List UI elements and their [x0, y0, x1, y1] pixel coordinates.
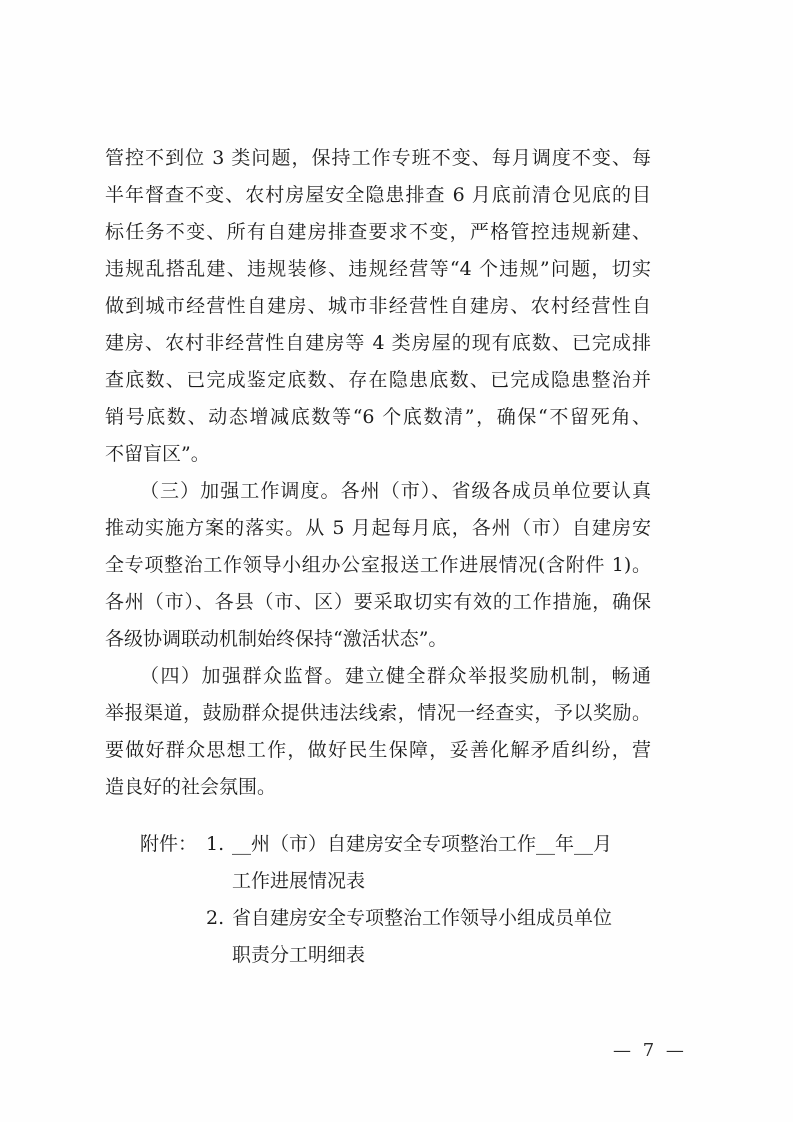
attachment-item-line: __州（市）自建房安全专项整治工作__年__月 [232, 833, 613, 855]
attachment-item-lines [232, 826, 685, 900]
body-line: 推动实施方案的落实。从 5 月起每月底，各州（市）自建房安 [105, 517, 651, 539]
attachment-item-line: 省自建房安全专项整治工作领导小组成员单位 [232, 907, 613, 929]
body-line: 销号底数、动态增减底数等“6 个底数清”，确保“不留死角、 [105, 406, 651, 428]
attachment-item-line: 职责分工明细表 [232, 944, 366, 966]
attachments-list [206, 826, 685, 974]
attachment-item-number: 2. [206, 907, 225, 929]
body-line: （三）加强工作调度。各州（市）、省级各成员单位要认真 [140, 480, 651, 502]
attachment-item-line: 工作进展情况表 [232, 870, 366, 892]
document-body [105, 140, 651, 806]
attachments-section [140, 826, 685, 974]
body-line: 造良好的社会氛围。 [105, 776, 277, 798]
body-line: 半年督查不变、农村房屋安全隐患排查 6 月底前清仓见底的目 [105, 184, 651, 206]
attachments-label: 附件： [140, 833, 198, 855]
body-line: 要做好群众思想工作，做好民生保障，妥善化解矛盾纠纷，营 [105, 739, 651, 761]
body-line: 举报渠道，鼓励群众提供违法线索，情况一经查实，予以奖励。 [105, 702, 651, 724]
body-line: 不留盲区”。 [105, 443, 210, 465]
body-line: 管控不到位 3 类问题，保持工作专班不变、每月调度不变、每 [105, 147, 651, 169]
body-line: 标任务不变、所有自建房排查要求不变，严格管控违规新建、 [105, 221, 651, 243]
page-number: — 7 — [613, 1040, 687, 1061]
attachments-row [140, 826, 685, 974]
body-line: 做到城市经营性自建房、城市非经营性自建房、农村经营性自 [105, 295, 651, 317]
body-line: 查底数、已完成鉴定底数、存在隐患底数、已完成隐患整治并 [105, 369, 651, 391]
body-line: 全专项整治工作领导小组办公室报送工作进展情况(含附件 1)。 [105, 554, 651, 576]
body-line: 违规乱搭乱建、违规装修、违规经营等“4 个违规”问题，切实 [105, 258, 651, 280]
body-line: 各级协调联动机制始终保持“激活状态”。 [105, 628, 448, 650]
body-line: 建房、农村非经营性自建房等 4 类房屋的现有底数、已完成排 [105, 332, 651, 354]
body-line: 各州（市）、各县（市、区）要采取切实有效的工作措施，确保 [105, 591, 651, 613]
attachment-item-lines [232, 900, 685, 974]
body-line: （四）加强群众监督。建立健全群众举报奖励机制，畅通 [140, 665, 651, 687]
attachment-item [206, 826, 685, 900]
attachment-item-number: 1. [206, 833, 225, 855]
attachment-item [206, 900, 685, 974]
